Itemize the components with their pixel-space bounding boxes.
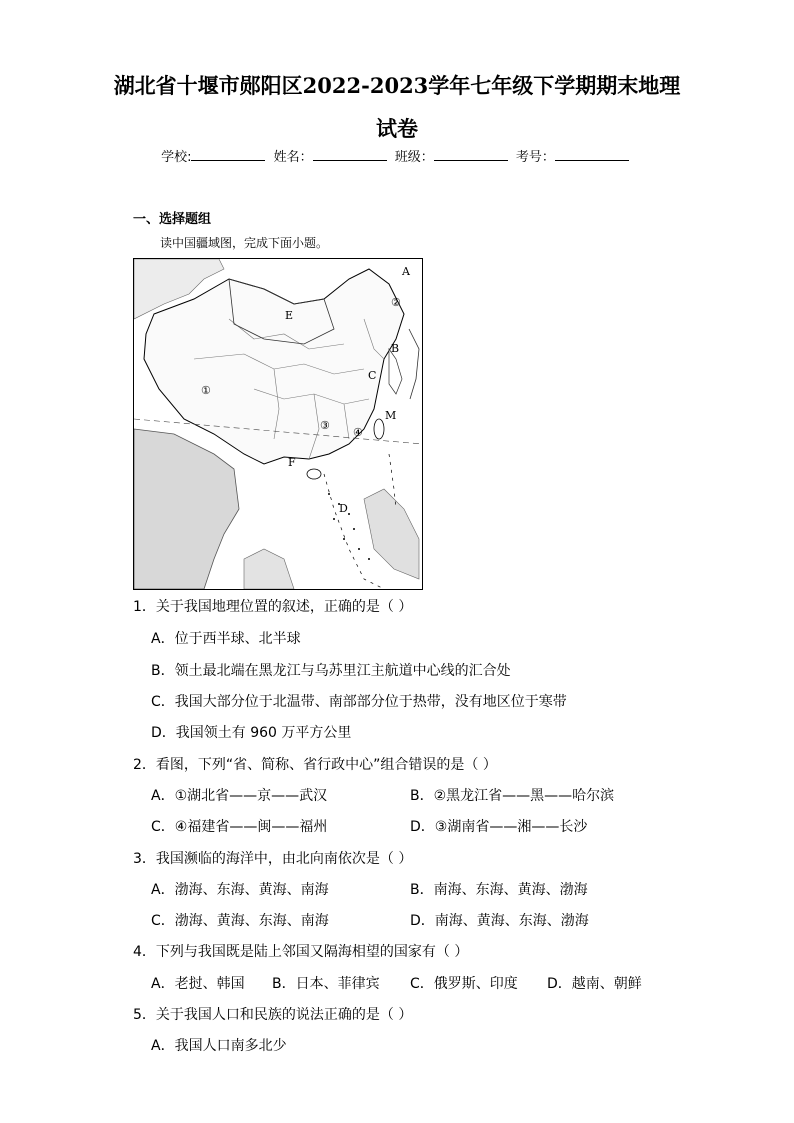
question-3-option-b[interactable]: B．南海、东海、黄海、渤海 bbox=[410, 882, 588, 898]
class-blank bbox=[434, 148, 508, 161]
map-label-f: F bbox=[288, 456, 296, 469]
map-label-b: B bbox=[391, 342, 400, 355]
page-title-continued: 试卷 bbox=[376, 116, 418, 141]
question-5-option-a[interactable]: A．我国人口南多北少 bbox=[151, 1038, 287, 1054]
question-1-stem: 1．关于我国地理位置的叙述，正确的是（ ） bbox=[133, 599, 413, 615]
map-label-d: D bbox=[339, 502, 348, 515]
school-blank bbox=[191, 148, 265, 161]
question-2-option-d[interactable]: D．③湖南省——湘——长沙 bbox=[410, 819, 588, 835]
question-1-option-c[interactable]: C．我国大部分位于北温带、南部部分位于热带，没有地区位于寒带 bbox=[151, 694, 567, 710]
class-label: 班级： bbox=[394, 150, 434, 165]
question-2-stem: 2．看图，下列“省、简称、省行政中心”组合错误的是（ ） bbox=[133, 757, 497, 773]
question-3-stem: 3．我国濒临的海洋中，由北向南依次是（ ） bbox=[133, 851, 413, 867]
section-heading: 一、选择题组 bbox=[133, 212, 212, 227]
question-3-option-d[interactable]: D．南海、黄海、东海、渤海 bbox=[410, 913, 589, 929]
map-label-e: E bbox=[285, 309, 294, 322]
map-label-2: ② bbox=[391, 296, 401, 309]
map-figure bbox=[134, 259, 422, 589]
question-5-stem: 5．关于我国人口和民族的说法正确的是（ ） bbox=[133, 1007, 413, 1023]
question-2-option-b[interactable]: B．②黑龙江省——黑——哈尔滨 bbox=[410, 788, 615, 804]
school-label: 学校: bbox=[161, 150, 192, 165]
map-label-1: ① bbox=[201, 384, 211, 397]
question-4-stem: 4．下列与我国既是陆上邻国又隔海相望的国家有（ ） bbox=[133, 944, 469, 960]
map-label-4: ④ bbox=[353, 426, 363, 439]
map-instruction: 读中国疆域图，完成下面小题。 bbox=[160, 236, 329, 250]
question-4-option-c[interactable]: C．俄罗斯、印度 bbox=[410, 976, 518, 992]
page-title: 湖北省十堰市郧阳区2022-2023学年七年级下学期期末地理 bbox=[113, 73, 681, 98]
question-2-option-a[interactable]: A．①湖北省——京——武汉 bbox=[151, 788, 328, 804]
map-label-m: M bbox=[385, 409, 397, 422]
question-1-option-a[interactable]: A．位于西半球、北半球 bbox=[151, 631, 301, 647]
question-1-option-d[interactable]: D．我国领土有 960 万平方公里 bbox=[151, 725, 352, 741]
question-4-option-a[interactable]: A．老挝、韩国 bbox=[151, 976, 245, 992]
name-label: 姓名： bbox=[273, 150, 313, 165]
student-info-line bbox=[0, 146, 794, 165]
question-2-option-c[interactable]: C．④福建省——闽——福州 bbox=[151, 819, 328, 835]
name-blank bbox=[313, 148, 387, 161]
question-4-option-d[interactable]: D．越南、朝鲜 bbox=[547, 976, 642, 992]
number-blank bbox=[555, 148, 629, 161]
question-4-option-b[interactable]: B．日本、菲律宾 bbox=[272, 976, 380, 992]
map-label-3: ③ bbox=[320, 419, 330, 432]
map-label-a: A bbox=[402, 265, 410, 278]
china-territory-map bbox=[133, 258, 423, 590]
question-3-option-c[interactable]: C．渤海、黄海、东海、南海 bbox=[151, 913, 329, 929]
map-label-c: C bbox=[368, 369, 377, 382]
question-1-option-b[interactable]: B．领土最北端在黑龙江与乌苏里江主航道中心线的汇合处 bbox=[151, 663, 511, 679]
number-label: 考号： bbox=[515, 150, 555, 165]
question-3-option-a[interactable]: A．渤海、东海、黄海、南海 bbox=[151, 882, 329, 898]
